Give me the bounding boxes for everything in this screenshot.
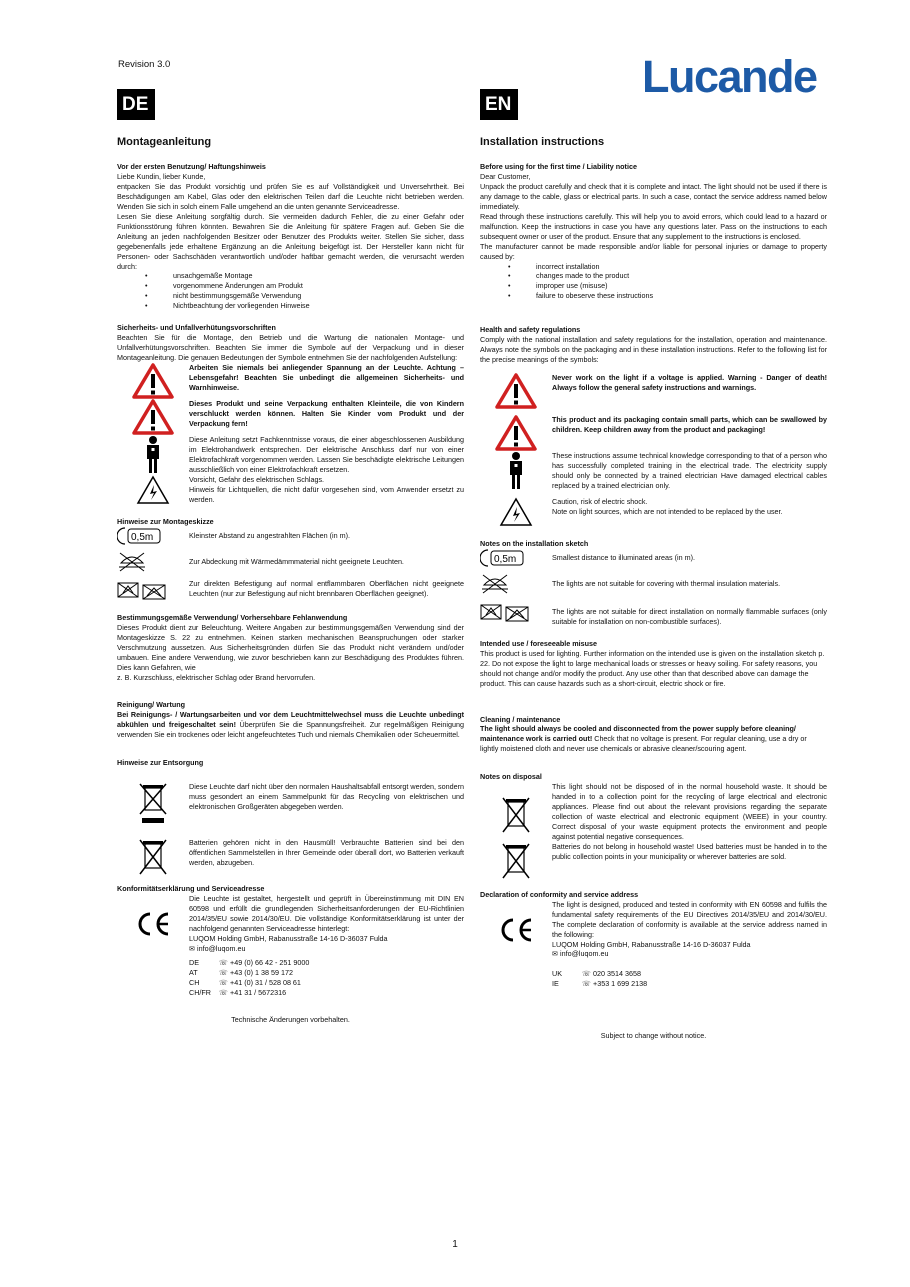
heading-sketch-en: Notes on the installation sketch xyxy=(480,539,589,549)
warning-triangle-icon xyxy=(132,363,174,399)
heading-liability-de: Vor der ersten Benutzung/ Haftungshinweis xyxy=(117,162,266,172)
para-cleaning-de: Bei Reinigungs- / Wartungsarbeiten und vor dem Leuchtmittelwechsel muss die Leuchte unbedingt abkühlen und freigeschaltet sein! Überprüfen Sie die Spannungsfreiheit. Zur regelmäßigen Reinigung verwenden Sie ein trockenes oder leicht angefeuchtetes Tuch und niemals Chemikalien oder Scheuermittel. xyxy=(117,710,464,740)
lang-badge-en: EN xyxy=(480,89,518,120)
electrician-text: These instructions assume technical knowledge corresponding to that of a person who has successfully completed training in the electrical trade. The electricity supply should only be connected by a trained electrician Have damaged electrical cables replaced by a trained electrician only. xyxy=(552,451,827,490)
phone-number[interactable]: +353 1 699 2138 xyxy=(593,979,648,989)
heading-disposal-en: Notes on disposal xyxy=(480,772,542,782)
heading-conformity-en: Declaration of conformity and service address xyxy=(480,889,639,899)
crossed-bin-icon xyxy=(501,796,531,834)
heading-cleaning-de: Reinigung/ Wartung xyxy=(117,700,186,710)
list-item: • incorrect installation xyxy=(480,262,827,272)
svg-text:0,5m: 0,5m xyxy=(131,531,154,543)
list-item: • Nichtbeachtung der vorliegenden Hinweise xyxy=(117,301,464,311)
footnote-en: Subject to change without notice. xyxy=(600,1031,707,1041)
insulation-text: The lights are not suitable for covering with thermal insulation materials. xyxy=(552,578,781,588)
phone-list-de: DE ☏ +49 (0) 66 42 - 251 9000 AT ☏ +43 (0) 1 38 59 172 CH ☏ +41 (0) 31 / 528 08 61 CH/FR ☏ +41 31 / 5672316 xyxy=(189,957,310,997)
warning-small-parts-text: Dieses Produkt und seine Verpackung enthalten Kleinteile, die von Kindern verschluckt werden können. Halten Sie Kinder vom Produkt und der Verpackung fern! xyxy=(189,398,464,428)
warning-triangle-icon xyxy=(495,373,537,409)
list-item: • failure to obeserve these instructions xyxy=(480,291,827,301)
weee-row-en xyxy=(480,782,827,842)
list-item: • changes made to the product xyxy=(480,271,827,281)
heading-disposal-de: Hinweise zur Entsorgung xyxy=(117,758,204,768)
mail-icon: ✉ xyxy=(189,943,198,953)
no-flammable-surface-icon xyxy=(117,579,167,601)
greeting-de: Liebe Kundin, lieber Kunde, xyxy=(117,172,206,182)
battery-row-de xyxy=(117,838,464,876)
crossed-bin-icon xyxy=(138,838,168,876)
greeting-en: Dear Customer, xyxy=(480,172,531,182)
insulation-row-de xyxy=(117,551,464,573)
phone-list-en: UK ☏ 020 3514 3658 IE ☏ +353 1 699 2138 xyxy=(552,969,648,989)
warning-voltage-row-en xyxy=(480,373,827,409)
flammable-text: Zur direkten Befestigung auf normal entflammbaren Oberflächen nicht geeignete Leuchten (nur zur Befestigung auf nicht brennbaren Oberflächen geeignet). xyxy=(189,578,464,598)
shock-text: Caution, risk of electric shock. xyxy=(552,497,648,507)
footnote-de: Technische Änderungen vorbehalten. xyxy=(231,1015,350,1025)
conformity-row-de xyxy=(117,894,464,997)
heading-intended-use-de: Bestimmungsgemäße Verwendung/ Vorhersehbare Fehlanwendung xyxy=(117,612,348,622)
ce-mark-icon xyxy=(135,912,171,936)
distance-icon xyxy=(480,549,526,567)
shock-row-en xyxy=(480,497,827,527)
crossed-bin-icon xyxy=(501,842,531,880)
phone-number[interactable]: +41 31 / 5672316 xyxy=(230,987,287,997)
heading-safety-de: Sicherheits- und Unfallverhütungsvorschriften xyxy=(117,323,276,333)
no-flammable-surface-icon xyxy=(480,601,530,623)
para-read-de: Lesen Sie diese Anleitung sorgfältig durch. Sie vermeiden dadurch Fehler, die zu einer Gefahr oder Funktionsstörung führen könnten. Bewahren Sie die Anleitung für spätere Fragen auf. Geben Sie die Anleitung an jeden nachfolgenden Besitzer oder Benutzer des Produkts weiter. Stellen Sie sicher, dass gegebenenfalls jede erhaltene Ergänzung an die Anleitung beigefügt ist. Der Hersteller kann nicht für Personen- oder Sachschäden verantwortlich und/oder haftbar gemacht werden, die verursacht werden durch: xyxy=(117,211,464,271)
email-row xyxy=(189,944,464,954)
battery-text: Batterien gehören nicht in den Hausmüll! Verbrauchte Batterien sind bei den öffentlichen Sammelstellen in Ihrer Gemeinde oder überall dort, wo Batterien verkauft werden, abzugeben. xyxy=(189,838,464,868)
para-unpack-de: entpacken Sie das Produkt vorsichtig und prüfen Sie es auf Vollständigkeit und Unversehrtheit. Bei Beschädigungen am Kabel, Glas oder den elektrischen Teilen darf die Leuchte nicht betrieben werden. Wenden Sie sich in solch einem Falle umgehend an die unten genannte Serviceadresse. xyxy=(117,182,464,211)
warning-voltage-text: Arbeiten Sie niemals bei anliegender Spannung an der Leuchte. Achtung – Lebensgefahr! Beachten Sie unbedingt die allgemeinen Sicherheits- und Warnhinweise. xyxy=(189,362,464,392)
light-source-text: Note on light sources, which are not intended to be replaced by the user. xyxy=(552,506,783,516)
conformity-text: The light is designed, produced and tested in conformity with EN 60598 and fulfils the fundamental safety requirements of the EU Directives 2014/35/EU and 2014/30/EU. The complete declaration of conformity is available at the service address named in the following: xyxy=(552,899,827,939)
list-item: • unsachgemäße Montage xyxy=(117,271,464,281)
flammable-row-de xyxy=(117,579,464,601)
para-intended-use-2-de: z. B. Kurzschluss, elektrischer Schlag oder Brand hervorrufen. xyxy=(117,672,316,682)
flammable-text: The lights are not suitable for direct installation on normally flammable surfaces (only suitable for installation on non-combustible surfaces). xyxy=(552,606,827,626)
distance-row-de xyxy=(117,527,464,545)
no-insulation-icon xyxy=(117,551,147,573)
mail-icon: ✉ xyxy=(552,949,561,959)
brand-logo: Lucande xyxy=(642,51,817,102)
distance-row-en xyxy=(480,549,827,567)
electric-shock-icon xyxy=(499,497,533,527)
email-row xyxy=(552,949,827,959)
column-en xyxy=(480,135,827,1041)
para-intended-use-de: Dieses Produkt dient zur Beleuchtung. Weitere Angaben zur bestimmungsgemäßen Verwendung sind der Montageskizze S. 22 zu entnehmen. Keinen starken mechanischen Beanspruchungen oder starker Verschmutzung aussetzen. Aus Sicherheitsgründen dürfen Sie das Produkt nicht verändern und/oder umbauen. Eine andere Verwendung, wie zuvor beschrieben kann zur Beschädigung des Produktes führen. Dies kann Gefahren, wie xyxy=(117,622,464,672)
service-address: LUQOM Holding GmbH, Rabanusstraße 14-16 D-36037 Fulda xyxy=(552,939,751,949)
heading-cleaning-en: Cleaning / maintenance xyxy=(480,714,561,724)
electrician-icon xyxy=(143,435,163,475)
warning-voltage-row-de xyxy=(117,363,464,399)
liability-list-de xyxy=(117,271,464,311)
conformity-text: Die Leuchte ist gestaltet, hergestellt und geprüft in Übereinstimmung mit DIN EN 60598 und erfüllt die grundlegenden Sicherheitsanforderungen der EU-Richtlinien 2014/35/EU sowie 2014/30/EU. Die vollständige Konformitätserklärung ist unter der nachfolgend genannten Serviceadresse hinterlegt: xyxy=(189,894,464,933)
electric-shock-icon xyxy=(136,475,170,505)
phone-number[interactable]: +43 (0) 1 38 59 172 xyxy=(230,967,293,977)
no-insulation-icon xyxy=(480,573,510,595)
weee-row-de xyxy=(117,782,464,824)
electrician-row-en xyxy=(480,451,827,491)
electrician-row-de xyxy=(117,435,464,475)
insulation-row-en xyxy=(480,573,827,595)
para-safety-en: Comply with the national installation and safety regulations for the installation, operation and maintenance. Always note the symbols on the packaging and in these installation instructions. Refer to the following list for the precise meanings of the symbols: xyxy=(480,335,827,365)
para-unpack-en: Unpack the product carefully and check that it is complete and intact. The light should not be used if there is any damage to the cable, glass or electrical parts. In such a case, contact the service address named below immediately. xyxy=(480,182,827,211)
distance-text: Kleinster Abstand zu angestrahlten Flächen (in m). xyxy=(189,530,351,540)
liability-list-en xyxy=(480,262,827,302)
lang-badge-de: DE xyxy=(117,89,155,120)
heading-sketch-de: Hinweise zur Montageskizze xyxy=(117,516,214,526)
warning-triangle-icon xyxy=(495,415,537,451)
column-de xyxy=(117,135,464,1025)
phone-number[interactable]: 020 3514 3658 xyxy=(593,969,641,979)
service-address: LUQOM Holding GmbH, Rabanusstraße 14-16 D-36037 Fulda xyxy=(189,933,388,943)
battery-text: Batteries do not belong in household waste! Used batteries must be handed in to the public collection points in your municipality or wherever batteries are sold. xyxy=(552,841,827,861)
para-safety-de: Beachten Sie für die Montage, den Betrieb und die Wartung die nationalen Montage- und Unfallverhütungsvorschriften. Beachten Sie immer die Symbole auf der Verpackung und in dieser Montageanleitung. Die genauen Bedeutungen der Symbole entnehmen Sie der nachfolgenden Aufstellung: xyxy=(117,333,464,363)
crossed-bin-icon xyxy=(138,782,168,824)
warning-triangle-icon xyxy=(132,399,174,435)
battery-row-en xyxy=(480,842,827,880)
para-manufacturer-en: The manufacturer cannot be made responsible and/or liable for personal injuries or damage to property caused by: xyxy=(480,241,827,261)
heading-safety-en: Health and safety regulations xyxy=(480,325,581,335)
distance-icon xyxy=(117,527,163,545)
para-cleaning-en: The light should always be cooled and disconnected from the power supply before cleaning/ maintenance work is carried out! Check that no voltage is present. For regular cleaning, use a dry or lightly moistened cloth and never use chemicals or abrasive cleaner/scouring agent. xyxy=(480,724,807,754)
para-intended-use-en: This product is used for lighting. Further information on the intended use is given on the installation sketch p. 22. Do not expose the light to large mechanical loads or stresses or heavy soiling. For safety reasons, you should not change and/or modify the product. Any use other than that described above can damage the product. This can cause hazards such as a short-circuit, electric shock or fire. xyxy=(480,648,825,688)
flammable-row-en xyxy=(480,601,827,627)
conformity-row-en xyxy=(480,900,827,990)
heading-intended-use-en: Intended use / foreseeable misuse xyxy=(480,638,598,648)
electrician-icon xyxy=(506,451,526,491)
insulation-text: Zur Abdeckung mit Wärmedämmmaterial nicht geeignete Leuchten. xyxy=(189,556,404,566)
distance-text: Smallest distance to illuminated areas (in m). xyxy=(552,552,696,562)
shock-text: Vorsicht, Gefahr des elektrischen Schlags. xyxy=(189,474,325,484)
warning-small-parts-text: This product and its packaging contain small parts, which can be swallowed by children. Keep children away from the product and packaging! xyxy=(552,415,827,434)
email-link[interactable]: info@luqom.eu xyxy=(560,949,609,959)
list-item: • nicht bestimmungsgemäße Verwendung xyxy=(117,291,464,301)
list-item: • vorgenommene Änderungen am Produkt xyxy=(117,281,464,291)
email-link[interactable]: info@luqom.eu xyxy=(197,943,246,953)
weee-text: Diese Leuchte darf nicht über den normalen Haushaltsabfall entsorgt werden, sondern muss gesondert an einem Sammelpunkt für das Recycling von elektrischen und elektronischen Großgeräten abgegeben werden. xyxy=(189,782,464,812)
title-en: Installation instructions xyxy=(480,136,605,148)
heading-conformity-de: Konformitätserklärung und Serviceadresse xyxy=(117,884,265,894)
electrician-text: Diese Anleitung setzt Fachkenntnisse voraus, die einer abgeschlossenen Ausbildung im Elektrohandwerk entsprechen. Der elektrische Anschluss darf nur von einer Elektrofachkraft vorgenommen werden. Lassen Sie beschädigte elektrische Leitungen ausschließlich von einer Elektrofachkraft ersetzen. xyxy=(189,434,464,474)
ce-mark-icon xyxy=(498,918,534,942)
page-number: 1 xyxy=(452,1239,458,1250)
para-read-en: Read through these instructions carefully. This will help you to avoid errors, which could lead to a hazard or malfunction. Keep the instructions in case you have any questions later. Pass on the instructions to each subsequent owner or user of the product. Ensure that any supplement to the instructions is enclosed. xyxy=(480,211,827,241)
warning-voltage-text: Never work on the light if a voltage is applied. Warning - Danger of death! Always follow the general safety instructions and warnings. xyxy=(552,373,827,392)
svg-text:0,5m: 0,5m xyxy=(494,553,517,565)
title-de: Montageanleitung xyxy=(117,136,212,148)
revision-label: Revision 3.0 xyxy=(118,59,171,70)
weee-text: This light should not be disposed of in the normal household waste. It should be handed in to a collection point for the recycling of large electrical and electronic appliances. Please find out about the relevant provisions regarding the separate collection of waste electrical and electronic equipment (WEEE) in your country. Correct disposal of your waste equipment protects the environment and people against potential negative consequences. xyxy=(552,782,827,841)
phone-number[interactable]: +49 (0) 66 42 - 251 9000 xyxy=(230,957,310,967)
light-source-text: Hinweis für Lichtquellen, die nicht dafür vorgesehen sind, vom Anwender ersetzt zu werden. xyxy=(189,484,464,504)
list-item: • improper use (misuse) xyxy=(480,281,827,291)
phone-number[interactable]: +41 (0) 31 / 528 08 61 xyxy=(230,977,301,987)
warning-small-parts-row-de xyxy=(117,399,464,435)
shock-row-de xyxy=(117,475,464,505)
heading-liability-en: Before using for the first time / Liability notice xyxy=(480,162,637,172)
warning-small-parts-row-en xyxy=(480,415,827,451)
